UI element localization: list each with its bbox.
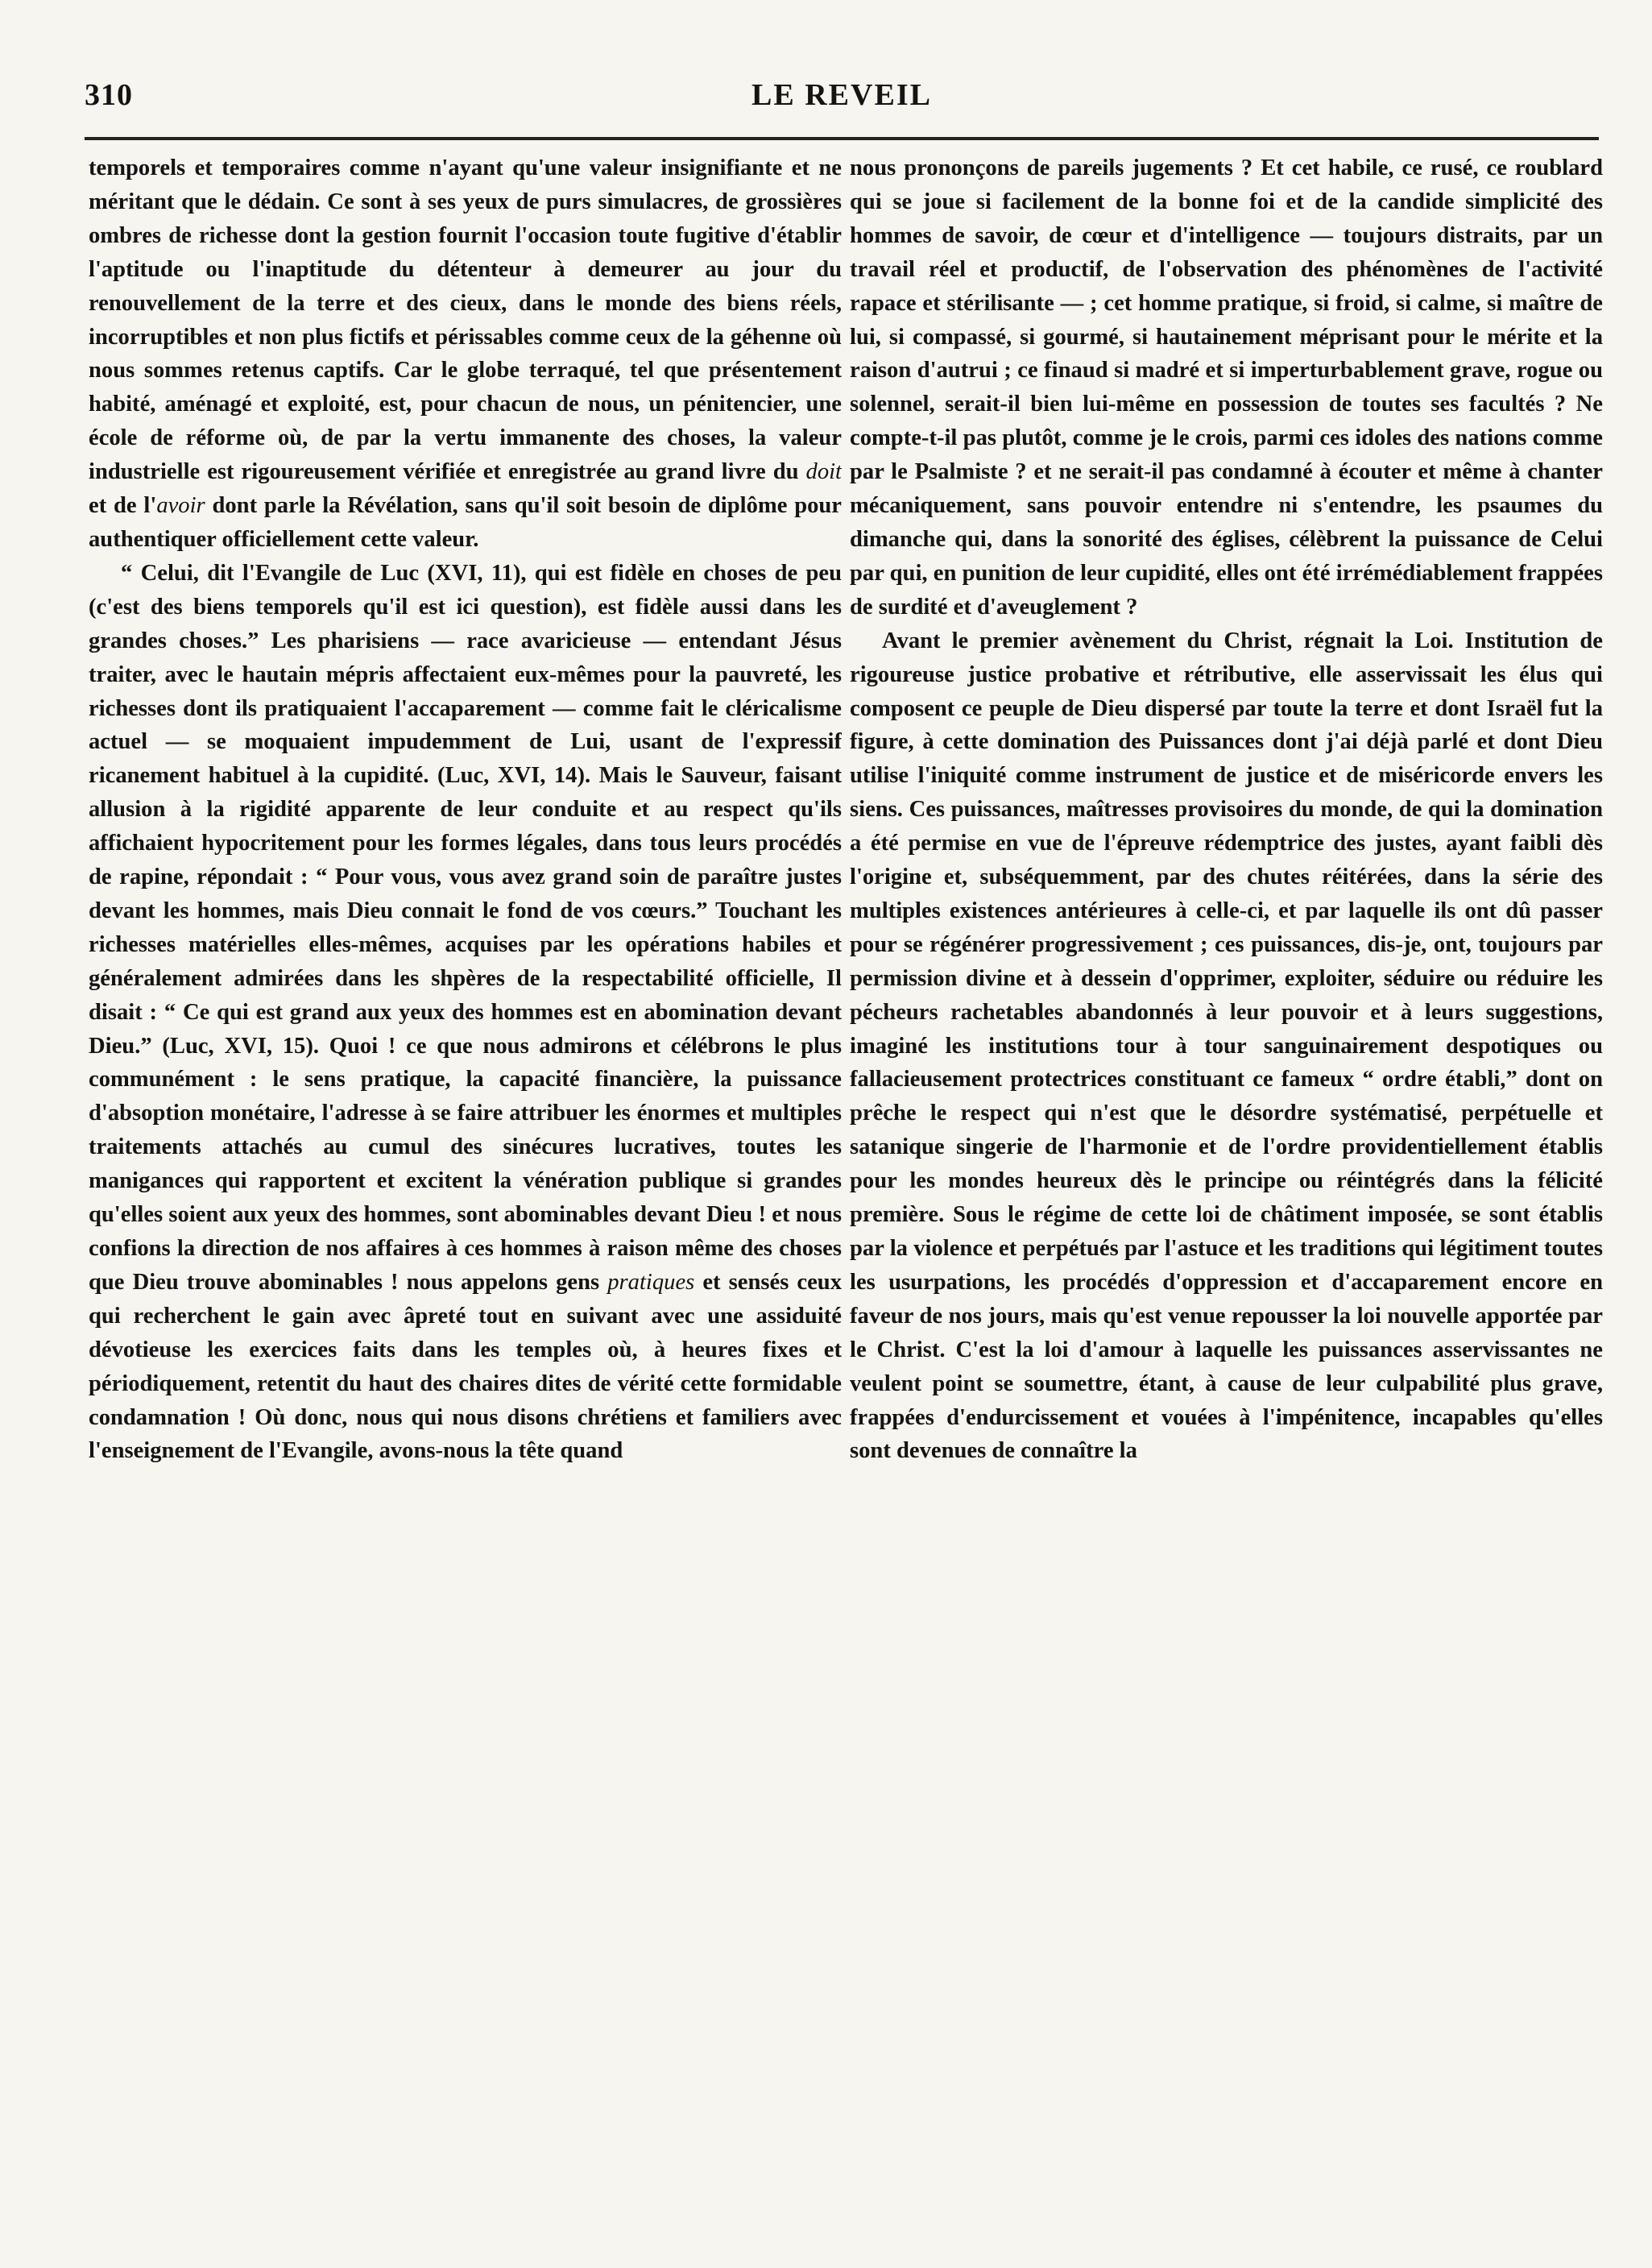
text-run: et sensés ceux qui recherchent le gain avec âpreté tout en suivant avec une assiduité dévotieuse les exercices faits dans les temples où, à heures fixes et périodiquement, retentit du haut des chaires dites de vérité cette formidable condamnation ! Où donc, nous qui nous disons chrétiens et familiers avec l'enseignement de l'Evangile, avons-nous la tête quand: [89, 1269, 842, 1464]
left-paragraph-1: [89, 151, 842, 557]
right-column: [850, 151, 1603, 2214]
text-run: et de l': [89, 493, 157, 519]
italic-run: avoir: [156, 493, 205, 519]
right-paragraph-2: Avant le premier avènement du Christ, régnait la Loi. Institution de rigoureuse justice probative et rétributive, elle asservissait les élus qui composent ce peuple de Dieu dispersé par toute la terre et dont Israël fut la figure, à cette domination des Puissances dont j'ai déjà parlé et dont Dieu utilise l'iniquité comme instrument de justice et de miséricorde envers les siens. Ces puissances, maîtresses provisoires du monde, de qui la domination a été permise en vue de l'épreuve rédemptrice des justes, ayant faibli dès l'origine et, subséquemment, par des chutes réitérées, dans la série des multiples existences antérieures à celle-ci, et par laquelle ils ont dû passer pour se régénérer progressivement ; ces puissances, dis-je, ont, toujours par permission divine et à dessein d'opprimer, exploiter, séduire ou réduire les pécheurs rachetables abandonnés à leur pouvoir et à leurs suggestions, imaginé les institutions tour à tour sanguinairement despotiques ou fallacieusement protectrices constituant ce fameux “ ordre établi,” dont on prêche le respect qui n'est que le désordre systématisé, perpétuelle et satanique singerie de l'harmonie et de l'ordre providentiellement établis pour les mondes heureux dès le principe ou réintégrés dans la félicité première. Sous le régime de cette loi de châtiment imposée, se sont établis par la violence et perpétués par l'astuce et les traditions qui légitiment toutes les usurpations, les procédés d'oppression et d'accaparement encore en faveur de nos jours, mais qu'est venue repousser la loi nouvelle apportée par le Christ. C'est la loi d'amour à laquelle les puissances asservissantes ne veulent point se soumettre, étant, à cause de leur culpabilité plus grave, frappées d'endurcissement et vouées à l'impénitence, incapables qu'elles sont devenues de connaître la: [850, 628, 1603, 1464]
left-paragraph-2: [89, 557, 842, 1468]
header-rule: [85, 137, 1599, 140]
text-run: temporels et temporaires comme n'ayant qu'une valeur insignifiante et ne méritant que le dédain. Ce sont à ses yeux de purs simulacres, de grossières ombres de richesse dont la gestion fournit l'occasion toute fugitive d'établir l'aptitude ou l'inaptitude du détenteur à demeurer au jour du renouvellement de la terre et des cieux, dans le monde des biens réels, incorruptibles et non plus fictifs et périssables comme ceux de la géhenne où nous sommes retenus captifs. Car le globe terraqué, tel que présentement habité, aménagé et exploité, est, pour chacun de nous, un pénitencier, une école de réforme où, de par la vertu immanente des choses, la valeur industrielle est rigoureusement vérifiée et enregistrée au grand livre du: [89, 155, 842, 485]
page-header: [85, 77, 1599, 126]
page-number: 310: [85, 78, 133, 112]
text-columns: [89, 151, 1603, 2214]
left-column: [89, 151, 842, 2214]
italic-run: doit: [805, 459, 842, 485]
right-paragraph-1: nous prononçons de pareils jugements ? Et cet habile, ce rusé, ce roublard qui se joue si facilement de la bonne foi et de la candide simplicité des hommes de savoir, de cœur et d'intelligence — toujours distraits, par un travail réel et productif, de l'observation des phénomènes de l'activité rapace et stérilisante — ; cet homme pratique, si froid, si calme, si maître de lui, si compassé, si gourmé, si hautainement méprisant pour le mérite et la raison d'autrui ; ce finaud si madré et si imperturbablement grave, rogue ou solennel, serait-il bien lui-même en possession de toutes ses facultés ? Ne compte-t-il pas plutôt, comme je le crois, parmi ces idoles des nations comme par le Psalmiste ? et ne serait-il pas condamné à écouter et même à chanter mécaniquement, sans pouvoir entendre ni s'entendre, les psaumes du dimanche qui, dans la sonorité des églises, célèbrent la puissance de Celui par qui, en punition de leur cupidité, elles ont été irrémédiablement frappées de surdité et d'aveuglement ?: [850, 155, 1603, 620]
running-title: LE REVEIL: [751, 78, 932, 112]
italic-run: pratiques: [607, 1269, 695, 1295]
text-run: “ Celui, dit l'Evangile de Luc (XVI, 11), qui est fidèle en choses de peu (c'est des biens temporels qu'il est ici question), est fidèle aussi dans les grandes choses.” Les pharisiens — race avaricieuse — entendant Jésus traiter, avec le hautain mépris affectaient eux-mêmes pour la pauvreté, les richesses dont ils pratiquaient l'accaparement — comme fait le cléricalisme actuel — se moquaient impudemment de Lui, usant de l'expressif ricanement habituel à la cupidité. (Luc, XVI, 14). Mais le Sauveur, faisant allusion à la rigidité apparente de leur conduite et au respect qu'ils affichaient hypocritement pour les formes légales, dans tous leurs procédés de rapine, répondait : “ Pour vous, vous avez grand soin de paraître justes devant les hommes, mais Dieu connait le fond de vos cœurs.” Touchant les richesses matérielles elles-mêmes, acquises par les opérations habiles et généralement admirées dans les shpères de la respectabilité officielle, Il disait : “ Ce qui est grand aux yeux des hommes est en abomination devant Dieu.” (Luc, XVI, 15). Quoi ! ce que nous admirons et célébrons le plus communément : le sens pratique, la capacité financière, la puissance d'absoption monétaire, l'adresse à se faire attribuer les énormes et multiples traitements attachés au cumul des sinécures lucratives, toutes les manigances qui rapportent et excitent la vénération publique si grandes qu'elles soient aux yeux des hommes, sont abominables devant Dieu ! et nous confions la direction de nos affaires à ces hommes à raison même des choses que Dieu trouve abominables ! nous appelons gens: [89, 560, 842, 1295]
text-run: dont parle la Révélation, sans qu'il soit besoin de diplôme pour authentiquer officiellement cette valeur.: [89, 493, 842, 552]
